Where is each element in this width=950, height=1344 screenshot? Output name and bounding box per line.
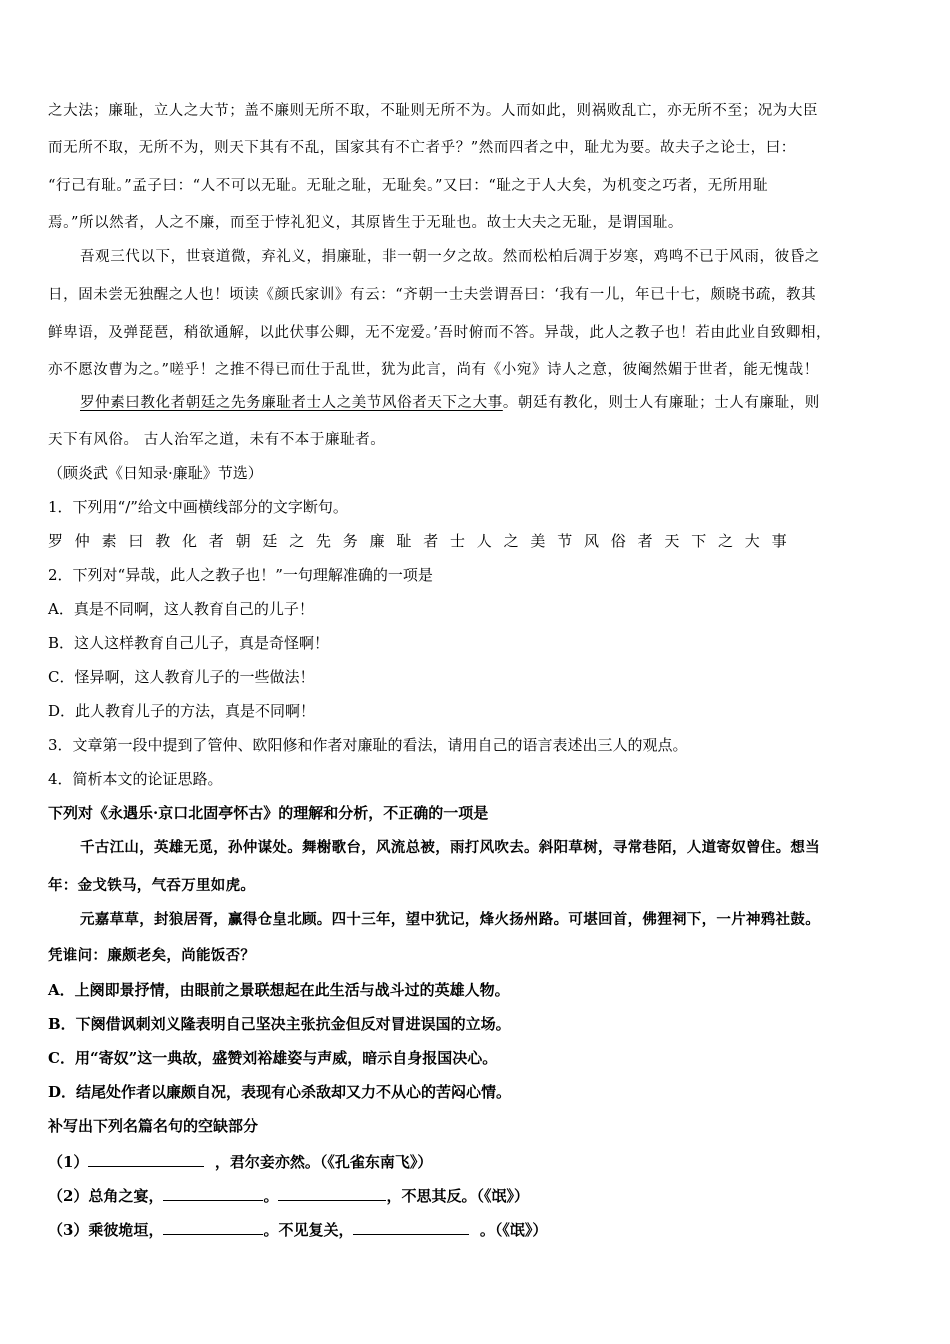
poem-option-b: B．下阕借讽刺刘义隆表明自己坚决主张抗金但反对冒进误国的立场。: [48, 1015, 511, 1033]
question-1: 1．下列用“/”给文中画横线部分的文字断句。: [48, 498, 348, 516]
fill-blank-title: 补写出下列名篇名句的空缺部分: [48, 1117, 259, 1135]
fill-blank-item-3-label: （3）乘彼垝垣，: [48, 1221, 164, 1239]
fill-blank-item-3: [48, 1218, 547, 1240]
fill-blank-item-1-after: ，君尔妾亦然。（《孔雀东南飞》）: [214, 1153, 433, 1171]
passage-line-7: 鲜卑语，及弹琵琶，稍欲通解，以此伏事公卿，无不宠爱。’吾时俯而不答。异哉，此人之教子也！若由此业自致卿相，: [48, 325, 832, 341]
underlined-sentence: 罗仲素曰教化者朝廷之先务廉耻者士人之美节风俗者天下之大事: [80, 395, 503, 411]
question-2-option-b: B．这人这样教育自己儿子，真是奇怪啊！: [48, 634, 330, 652]
fill-blank-item-3-after: 。（《氓》）: [479, 1221, 548, 1239]
poem-line-3: 元嘉草草，封狼居胥，赢得仓皇北顾。四十三年，望中犹记，烽火扬州路。可堪回首，佛狸祠下，一片神鸦社鼓。: [80, 911, 820, 928]
answer-blank-2a[interactable]: [163, 1184, 263, 1201]
fill-blank-item-2-after: ，不思其反。（《氓》）: [386, 1187, 529, 1205]
question-1-text: 罗仲素曰教化者朝廷之先务廉耻者士人之美节风俗者天下之大事: [48, 532, 799, 550]
fill-blank-item-2-mid: 。: [263, 1187, 279, 1205]
poem-question-title: 下列对《永遇乐·京口北固亭怀古》的理解和分析，不正确的一项是: [48, 804, 489, 822]
question-2-option-d: D．此人教育儿子的方法，真是不同啊！: [48, 702, 316, 720]
passage-after-underline: 。朝廷有教化，则士人有廉耻；士人有廉耻，则: [502, 395, 820, 411]
question-2-option-a: A．真是不同啊，这人教育自己的儿子！: [48, 600, 314, 618]
fill-blank-item-1: [48, 1150, 432, 1172]
passage-source: （顾炎武《日知录·廉耻》节选）: [48, 464, 263, 482]
poem-option-a: A．上阕即景抒情，由眼前之景联想起在此生活与战斗过的英雄人物。: [48, 981, 510, 999]
passage-underline-line: [80, 393, 820, 413]
poem-option-c: C．用“寄奴”这一典故，盛赞刘裕雄姿与声威，暗示自身报国决心。: [48, 1049, 498, 1067]
answer-blank-2b[interactable]: [278, 1184, 386, 1201]
answer-blank-1[interactable]: [88, 1150, 204, 1167]
passage-line-8: 亦不愿汝曹为之。”嗟乎！之推不得已而仕于乱世，犹为此言，尚有《小宛》诗人之意，彼阉然媚于世者，能无愧哉！: [48, 362, 819, 378]
poem-line-2: 年：金戈铁马，气吞万里如虎。: [48, 877, 256, 894]
fill-blank-item-2: [48, 1184, 529, 1206]
fill-blank-item-2-label: （2）总角之宴，: [48, 1187, 164, 1205]
passage-line-6: 日，固未尝无独醒之人也！顷读《颜氏家训》有云：“齐朝一士夫尝谓吾曰：‘我有一儿，年已十七，颇晓书疏，教其: [48, 287, 817, 303]
passage-last-line: 天下有风俗。 古人治军之道，未有不本于廉耻者。: [48, 432, 386, 448]
poem-line-1: 千古江山，英雄无觅，孙仲谋处。舞榭歌台，风流总被，雨打风吹去。斜阳草树，寻常巷陌，人道寄奴曾住。想当: [80, 839, 820, 856]
poem-line-4: 凭谁问：廉颇老矣，尚能饭否？: [48, 947, 256, 964]
fill-blank-item-3-mid: 。不见复关，: [263, 1221, 354, 1239]
fill-blank-item-1-label: （1）: [48, 1153, 89, 1171]
passage-line-2: 而无所不取，无所不为，则天下其有不乱，国家其有不亡者乎？”然而四者之中，耻尤为要。故夫子之论士，曰：: [48, 140, 796, 156]
passage-line-4: 焉。”所以然者，人之不廉，而至于悖礼犯义，其原皆生于无耻也。故士大夫之无耻，是谓国耻。: [48, 215, 683, 231]
passage-line-3: “行己有耻。”孟子曰：“人不可以无耻。无耻之耻，无耻矣。”又曰：“耻之于人大矣，为机变之巧者，无所用耻: [48, 178, 769, 194]
answer-blank-3b[interactable]: [353, 1218, 469, 1235]
answer-blank-3a[interactable]: [163, 1218, 263, 1235]
passage-line-5: 吾观三代以下，世衰道微，弃礼义，捐廉耻，非一朝一夕之故。然而松柏后凋于岁寒，鸡鸣不已于风雨，彼昏之: [80, 249, 820, 265]
question-4: 4．简析本文的论证思路。: [48, 770, 223, 788]
question-2-option-c: C．怪异啊，这人教育儿子的一些做法！: [48, 668, 315, 686]
passage-line-1: 之大法；廉耻，立人之大节；盖不廉则无所不取，不耻则无所不为。人而如此，则祸败乱亡，亦无所不至；况为大臣: [48, 103, 819, 119]
question-3: 3．文章第一段中提到了管仲、欧阳修和作者对廉耻的看法，请用自己的语言表述出三人的观点。: [48, 736, 688, 754]
poem-option-d: D．结尾处作者以廉颇自况，表现有心杀敌却又力不从心的苦闷心情。: [48, 1083, 512, 1101]
question-2: 2．下列对“异哉，此人之教子也！”一句理解准确的一项是: [48, 566, 433, 584]
